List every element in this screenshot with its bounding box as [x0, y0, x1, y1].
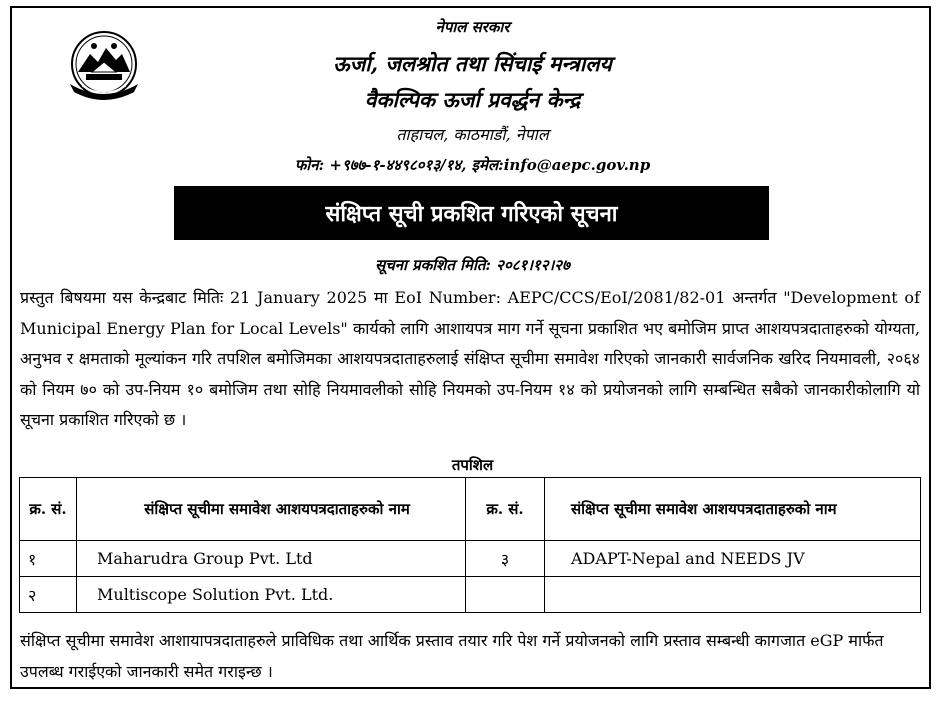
ministry-name: ऊर्जा, जलश्रोत तथा सिंचाई मन्त्रालय [333, 51, 612, 76]
table-header-row [20, 478, 921, 541]
row-name: Maharudra Group Pvt. Ltd [77, 541, 466, 577]
notice-title-banner: संक्षिप्त सूची प्रकशित गरिएको सूचना [174, 186, 769, 240]
row-name-2 [545, 577, 921, 613]
row-sn-2: ३ [466, 541, 545, 577]
published-date: सूचना प्रकशित मिति: २०८१।१२।२७ [375, 256, 570, 274]
header-sn: क्र. सं. [20, 478, 77, 541]
office-name: वैकल्पिक ऊर्जा प्रवर्द्धन केन्द्र [364, 87, 581, 112]
header-name: संक्षिप्त सूचीमा समावेश आशयपत्रदाताहरुको नाम [77, 478, 466, 541]
table-row [20, 577, 921, 613]
government-name: नेपाल सरकार [435, 18, 510, 36]
row-sn: १ [20, 541, 77, 577]
shortlist-table [19, 477, 921, 613]
notice-body: प्रस्तुत बिषयमा यस केन्द्रबाट मितिः 21 January 2025 मा EoI Number: AEPC/CCS/EoI/2081/82-01 अन्तर्गत "Development of Municipal Energy Plan for Local Levels" कार्यको लागि आशायपत्र माग गर्ने सूचना प्रकाशित भए बमोजिम प्राप्त आशयपत्रदाताहरुको योग्यता, अनुभव र क्षमताको मूल्यांकन गरि तपशिल बमोजिमका आशयपत्रदाताहरुलाई संक्षिप्त सूचीमा समावेश गरिएको जानकारी सार्वजनिक खरिद नियमावली, २०६४ को नियम ७० को उप-नियम १० बमोजिम तथा सोहि नियमावलीको सोहि नियमको उप-नियम १४ को प्रयोजनको लागि सम्बन्धित सबैको जानकारीकोलागि यो सूचना प्रकाशित गरिएको छ । [20, 288, 920, 429]
contact-info: फोन: +९७७-१-४४९८०१३/१४, इमेल:info@aepc.gov.np [294, 156, 651, 174]
table-row [20, 541, 921, 577]
row-sn: २ [20, 577, 77, 613]
row-name-2: ADAPT-Nepal and NEEDS JV [545, 541, 921, 577]
row-sn-2 [466, 577, 545, 613]
office-address: ताहाचल, काठमाडौं, नेपाल [396, 125, 549, 144]
header-sn-2: क्र. सं. [466, 478, 545, 541]
notice-footer: संक्षिप्त सूचीमा समावेश आशायापत्रदाताहरुले प्राविधिक तथा आर्थिक प्रस्ताव तयार गरि पेश गर्ने प्रयोजनको लागि प्रस्ताव सम्बन्धी कागजात eGP मार्फत उपलब्ध गराईएको जानकारी समेत गराइन्छ । [20, 631, 884, 681]
header-name-2: संक्षिप्त सूचीमा समावेश आशयपत्रदाताहरुको नाम [545, 478, 921, 541]
schedule-caption: तपशिल [451, 456, 494, 474]
row-name: Multiscope Solution Pvt. Ltd. [77, 577, 466, 613]
